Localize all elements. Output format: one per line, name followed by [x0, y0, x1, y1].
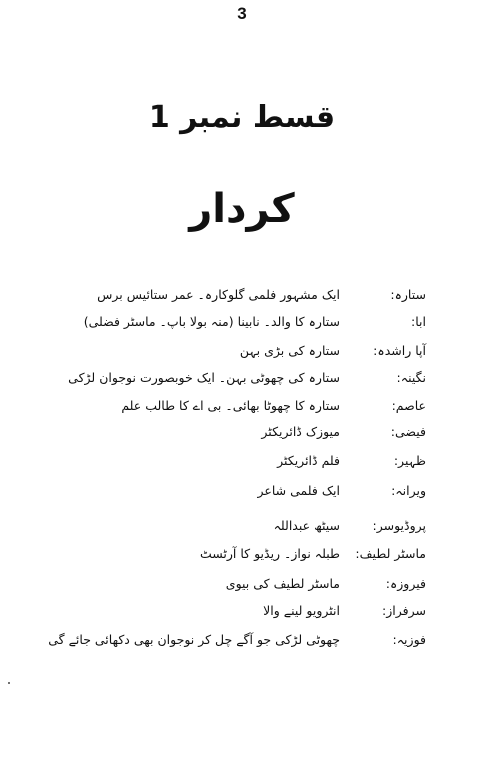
- cast-description: طبلہ نواز۔ ریڈیو کا آرٹسٹ: [199, 546, 340, 561]
- cast-name: ویرانہ:: [391, 483, 426, 498]
- cast-row: [0, 514, 484, 538]
- cast-description: ستارہ کا چھوٹا بھائی۔ بی اے کا طالب علم: [121, 398, 340, 413]
- cast-description: ستارہ کا والد۔ نابینا (منہ بولا باپ۔ ماسٹر فضلی): [83, 314, 340, 329]
- cast-description: چھوٹی لڑکی جو آگے چل کر نوجوان بھی دکھائی جائے گی: [48, 632, 340, 647]
- cast-row: [0, 310, 484, 334]
- scan-speck: [8, 682, 10, 684]
- cast-description: ایک فلمی شاعر: [257, 483, 340, 498]
- cast-name: ستارہ:: [390, 287, 426, 302]
- episode-title: قسط نمبر 1: [148, 100, 336, 135]
- cast-row: [0, 599, 484, 623]
- cast-name: ماسٹر لطیف:: [355, 546, 426, 561]
- page-number: 3: [237, 4, 247, 23]
- cast-row: [0, 283, 484, 307]
- cast-name: آپا راشدہ:: [373, 343, 426, 358]
- cast-name: ابا:: [411, 314, 426, 329]
- cast-row: [0, 572, 484, 596]
- cast-name: فیضی:: [390, 424, 426, 439]
- cast-row: [0, 628, 484, 652]
- section-title: کردار: [189, 186, 295, 232]
- cast-row: [0, 366, 484, 390]
- cast-description: ایک مشہور فلمی گلوکارہ۔ عمر ستائیس برس: [97, 287, 340, 302]
- cast-description: ستارہ کی بڑی بہن: [239, 343, 340, 358]
- cast-description: سیٹھ عبداللہ: [273, 518, 340, 533]
- cast-name: پروڈیوسر:: [372, 518, 426, 533]
- cast-name: سرفراز:: [382, 603, 426, 618]
- cast-name: عاصم:: [391, 398, 426, 413]
- cast-row: [0, 420, 484, 444]
- cast-description: ماسٹر لطیف کی بیوی: [225, 576, 340, 591]
- cast-name: فوزیہ:: [392, 632, 426, 647]
- cast-row: [0, 394, 484, 418]
- cast-name: نگینہ:: [396, 370, 426, 385]
- cast-row: [0, 339, 484, 363]
- cast-row: [0, 542, 484, 566]
- cast-description: میوزک ڈائریکٹر: [261, 424, 340, 439]
- cast-description: ستارہ کی چھوٹی بہن۔ ایک خوبصورت نوجوان لڑکی: [68, 370, 340, 385]
- cast-row: [0, 479, 484, 503]
- cast-name: ظہیر:: [393, 453, 426, 468]
- cast-description: فلم ڈائریکٹر: [277, 453, 340, 468]
- cast-description: انٹرویو لینے والا: [263, 603, 340, 618]
- cast-row: [0, 449, 484, 473]
- cast-name: فیروزہ:: [385, 576, 426, 591]
